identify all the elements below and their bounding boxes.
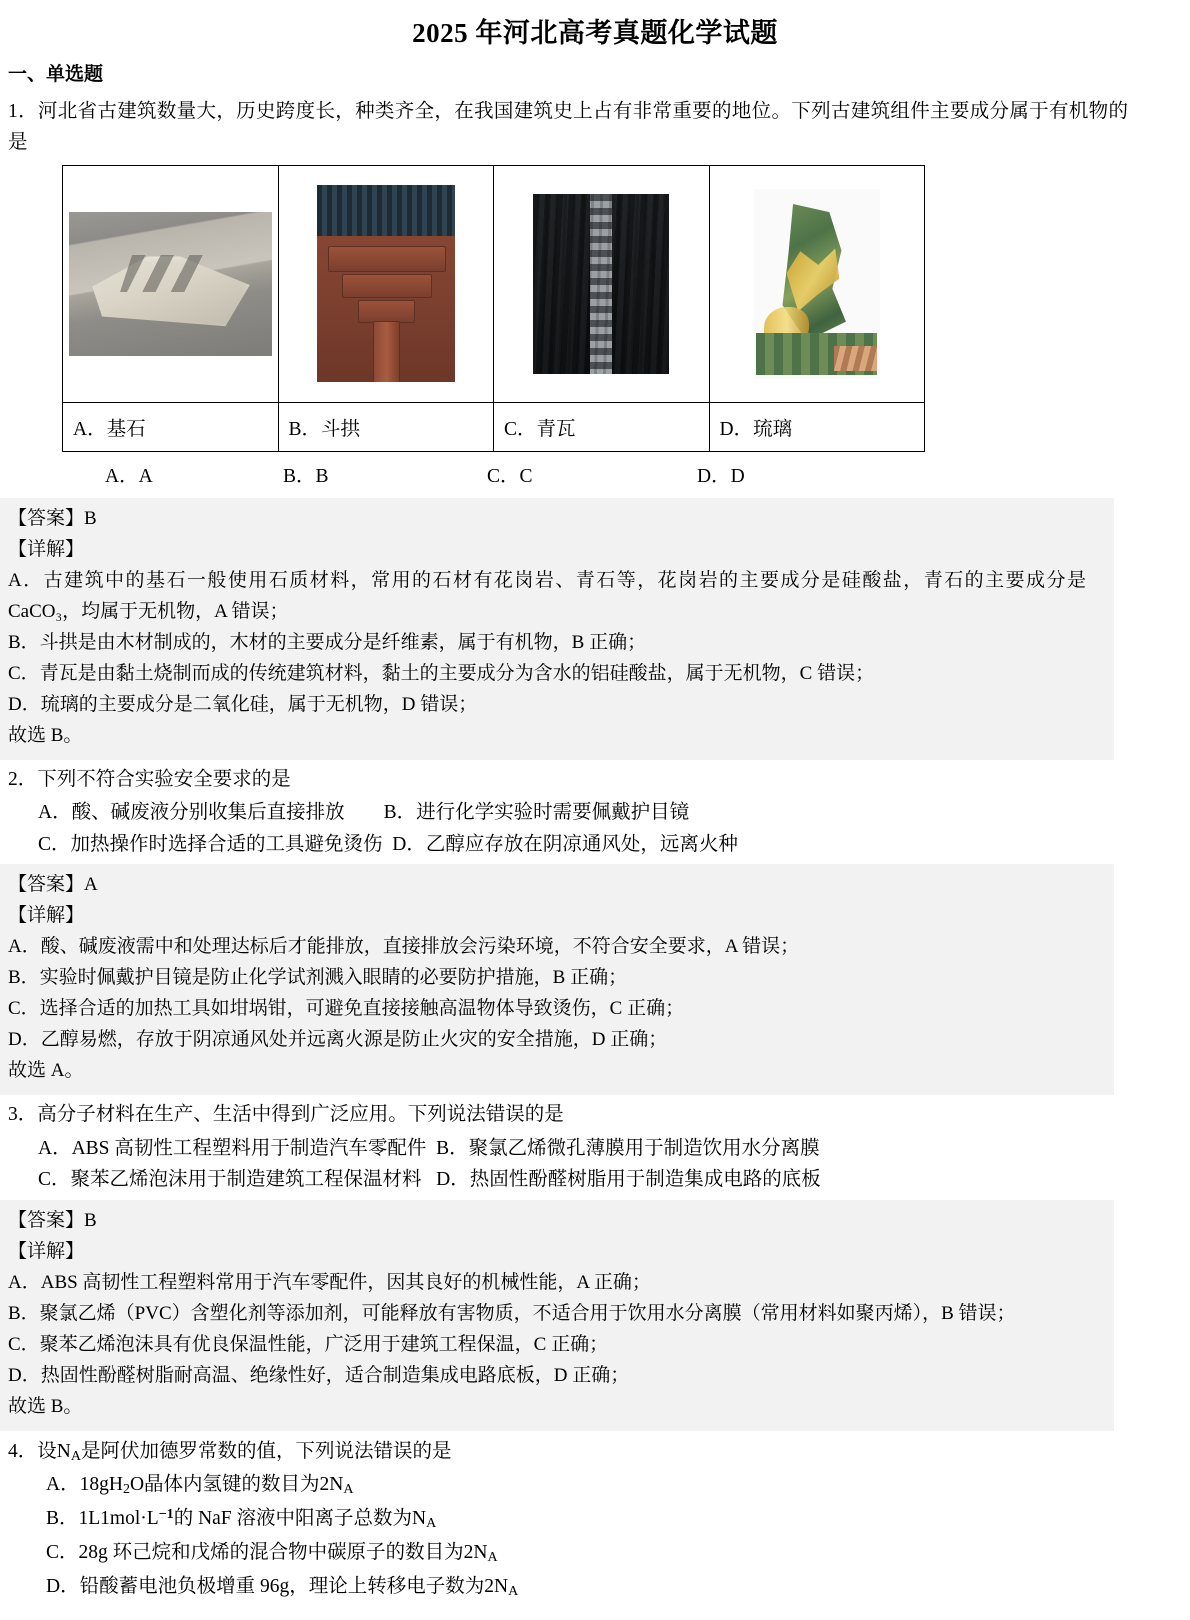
grey-roof-tiles-photo — [533, 194, 669, 374]
question-2-choices-line-1[interactable]: A．酸、碱废液分别收集后直接排放 B．进行化学实验时需要佩戴护目镜 — [38, 802, 690, 824]
question-1-explain-a: A．古建筑中的基石一般使用石质材料，常用的石材有花岗岩、青石等，花岗岩的主要成分是硅酸盐，青石的主要成分是 CaCO₃，均属于无机物，A 错误； — [8, 569, 1086, 622]
question-2-answer-tag: 【答案】A — [8, 874, 98, 896]
table-row-labels — [63, 402, 925, 451]
question-1-choice-c[interactable]: C．C — [487, 465, 533, 487]
question-4-choice-d-letter: D． — [46, 1576, 80, 1598]
option-d-label: D．琉璃 — [709, 402, 925, 451]
question-1-choice-b[interactable]: B．B — [283, 465, 329, 487]
option-c-label: C．青瓦 — [494, 402, 710, 451]
question-4-stem-rest: 是阿伏加德罗常数的值，下列说法错误的是 — [80, 1440, 452, 1462]
question-3-explain-d: D．热固性酚醛树脂耐高温、绝缘性好，适合制造集成电路底板，D 正确； — [8, 1364, 630, 1386]
question-1-choice-d[interactable]: D．D — [697, 465, 745, 487]
question-1-explain-c: C．青瓦是由黏土烧制而成的传统建筑材料，黏土的主要成分为含水的铝硅酸盐，属于无机物，C 错误； — [8, 662, 875, 684]
question-2-choices-line-2[interactable]: C．加热操作时选择合适的工具避免烫伤 D．乙醇应存放在阴凉通风处，远离火种 — [38, 833, 738, 855]
question-2-explain-b: B．实验时佩戴护目镜是防止化学试剂溅入眼睛的必要防护措施，B 正确； — [8, 967, 628, 989]
question-4-choice-b-letter: B． — [46, 1508, 79, 1530]
question-2-stem: 2．下列不符合实验安全要求的是 — [8, 768, 291, 790]
question-1-answer-tag: 【答案】B — [8, 507, 97, 529]
question-3-choices-line-2[interactable]: C．聚苯乙烯泡沫用于制造建筑工程保温材料 D．热固性酚醛树脂用于制造集成电路的底板 — [38, 1169, 821, 1191]
question-3-explanation — [0, 1200, 1114, 1431]
question-1-image-options-table — [62, 165, 925, 452]
question-3-stem: 3．高分子材料在生产、生活中得到广泛应用。下列说法错误的是 — [8, 1104, 564, 1126]
question-1-explanation — [0, 498, 1114, 760]
question-4-stem-subscript: A — [70, 1447, 81, 1464]
section-heading: 一、单选题 — [8, 64, 104, 86]
question-3-answer-tag: 【答案】B — [8, 1209, 97, 1231]
question-3-detail-tag: 【详解】 — [8, 1240, 85, 1262]
question-4-choice-c[interactable]: C．28g 环己烷和戊烯的混合物中碳原子的数目为$2N_A$ — [46, 1542, 498, 1566]
question-4-choice-a-letter: A． — [46, 1474, 80, 1496]
option-d-image-cell — [709, 165, 925, 402]
question-4-choice-a[interactable]: A．$18gH_2O$晶体内氢键的数目为$2N_A$ — [46, 1474, 354, 1498]
question-1-choice-row — [0, 460, 1190, 494]
question-1-stem: 1．河北省古建筑数量大，历史跨度长，种类齐全，在我国建筑史上占有非常重要的地位。下列古建筑组件主要成分属于有机物的是 — [8, 100, 1128, 154]
question-3-explain-b: B．聚氯乙烯（PVC）含塑化剂等添加剂，可能释放有害物质，不适合用于饮用水分离膜（常用材料如聚丙烯），B 错误； — [8, 1302, 1016, 1324]
question-3-choices-line-1[interactable]: A．ABS 高韧性工程塑料用于制造汽车零配件 B．聚氯乙烯微孔薄膜用于制造饮用水分离膜 — [38, 1137, 820, 1159]
stone-plinth-photo — [69, 212, 272, 356]
option-a-image-cell — [63, 165, 279, 402]
question-2-explain-d: D．乙醇易燃，存放于阴凉通风处并远离火源是防止火灾的安全措施，D 正确； — [8, 1029, 668, 1051]
question-4-stem-prefix: 4．设N — [8, 1440, 71, 1462]
table-row-images — [63, 165, 925, 402]
question-2-explain-c: C．选择合适的加热工具如坩埚钳，可避免直接接触高温物体导致烫伤，C 正确； — [8, 998, 685, 1020]
question-1-explain-b: B．斗拱是由木材制成的，木材的主要成分是纤维素，属于有机物，B 正确； — [8, 631, 647, 653]
glazed-ceramic-ornament-photo — [754, 189, 880, 379]
option-c-image-cell — [494, 165, 710, 402]
exam-page — [0, 16, 1190, 1620]
question-1-explain-d: D．琉璃的主要成分是二氧化硅，属于无机物，D 错误； — [8, 693, 478, 715]
question-3-explain-conclusion: 故选 B。 — [8, 1395, 83, 1417]
option-b-label: B．斗拱 — [278, 402, 494, 451]
question-3-explain-a: A．ABS 高韧性工程塑料常用于汽车零配件，因其良好的机械性能，A 正确； — [8, 1271, 651, 1293]
wooden-dougong-photo — [317, 185, 455, 382]
question-1-explain-conclusion: 故选 B。 — [8, 724, 83, 746]
option-a-label: A．基石 — [63, 402, 279, 451]
question-2-explain-conclusion: 故选 A。 — [8, 1060, 84, 1082]
question-2 — [0, 764, 1190, 861]
question-4-stem — [8, 1435, 1128, 1469]
question-3-explain-c: C．聚苯乙烯泡沫具有优良保温性能，广泛用于建筑工程保温，C 正确； — [8, 1333, 609, 1355]
question-1-choice-a[interactable]: A．A — [105, 465, 153, 487]
question-2-detail-tag: 【详解】 — [8, 905, 85, 927]
question-4-choice-c-letter: C． — [46, 1542, 79, 1564]
question-2-explain-a: A．酸、碱废液需中和处理达标后才能排放，直接排放会污染环境，不符合安全要求，A 错误； — [8, 936, 800, 958]
question-4 — [0, 1435, 1190, 1620]
question-2-explanation — [0, 864, 1114, 1095]
question-4-choice-b[interactable]: B．$1L1mol\cdot L^{-1}$的 NaF 溶液中阳离子总数为$N_A$ — [46, 1506, 437, 1532]
question-1-detail-tag: 【详解】 — [8, 538, 85, 560]
page-title: 2025 年河北高考真题化学试题 — [412, 18, 778, 48]
question-1 — [0, 96, 1190, 159]
question-3 — [0, 1099, 1190, 1196]
option-b-image-cell — [278, 165, 494, 402]
question-4-choice-d[interactable]: D．铅酸蓄电池负极增重 96g，理论上转移电子数为$2N_A$ — [46, 1576, 519, 1600]
